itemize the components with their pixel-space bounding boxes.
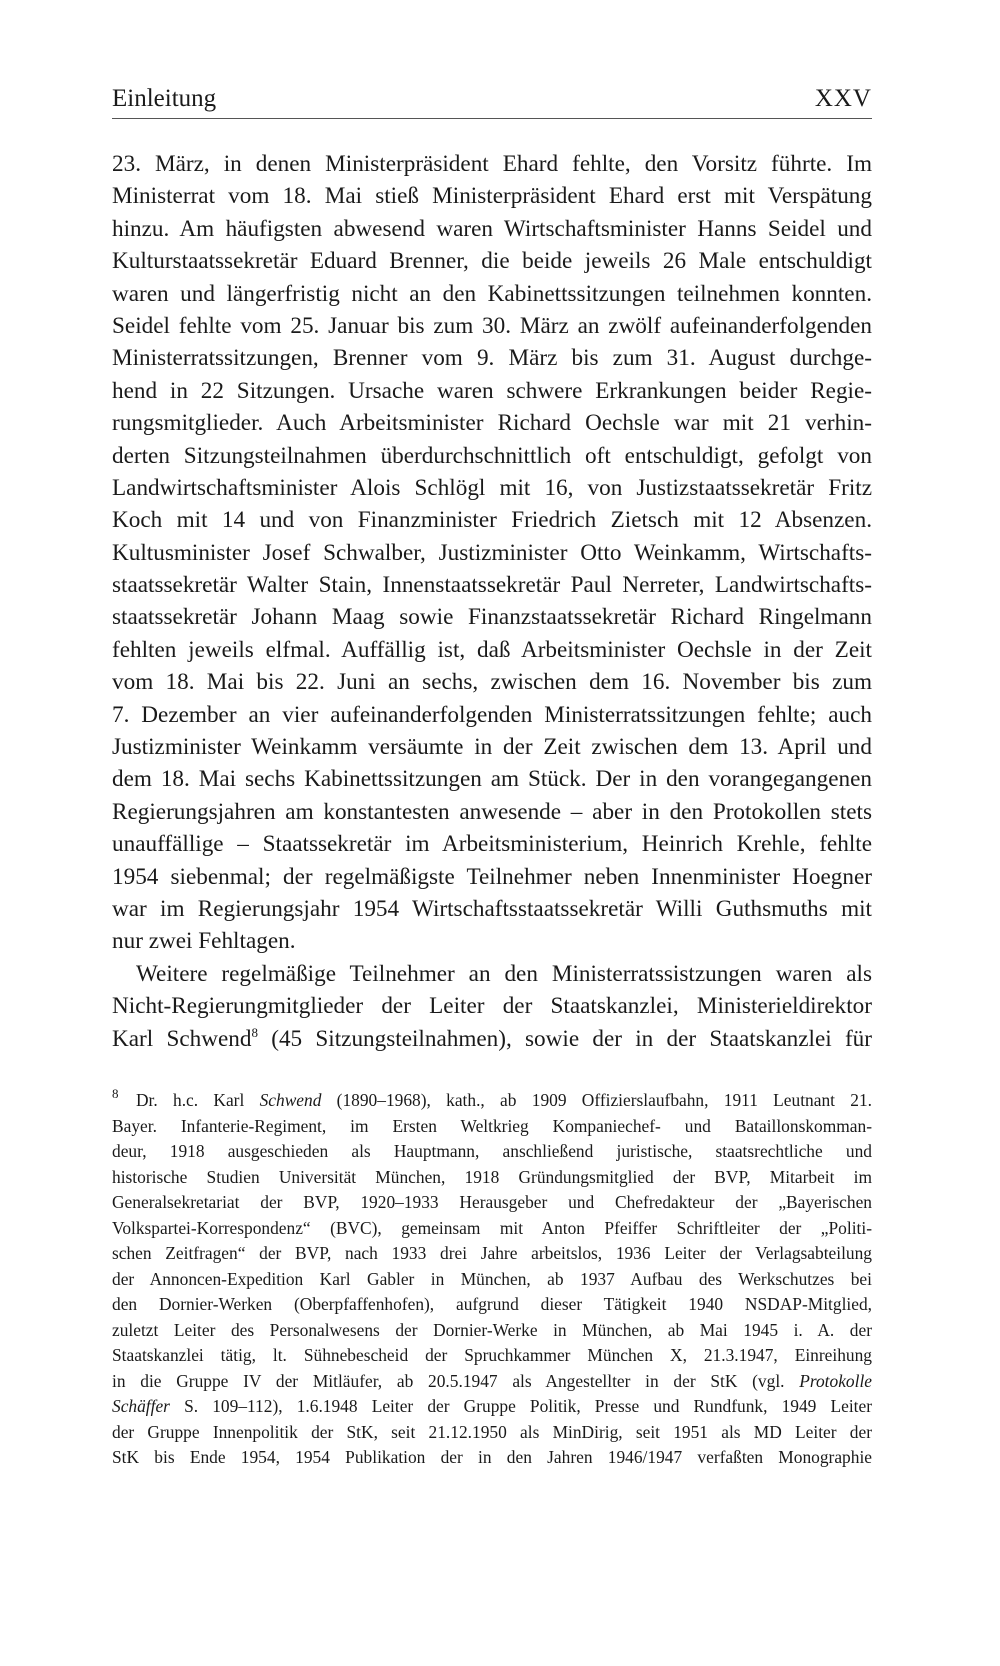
body-line: vom 18. Mai bis 22. Juni an sechs, zwischen dem 16. November bis zum [112,669,872,696]
body-line: waren und längerfristig nicht an den Kabinettssitzungen teilnehmen konnten. [112,280,872,307]
body-text [112,148,872,1055]
footnote-line: historische Studien Universität München, 1918 Gründungsmitglied der BVP, Mitarbeit im [112,1166,872,1187]
body-line-with-footnote-ref [112,1023,872,1055]
footnote-continuation [112,1114,872,1471]
footnote-body [112,1088,872,1467]
body-line: Ministerratssitzungen, Brenner vom 9. März bis zum 31. August durchge- [112,345,872,372]
body-line: Landwirtschaftsminister Alois Schlögl mit 16, von Justizstaatssekretär Fritz [112,474,872,501]
footnote-line [136,1088,872,1114]
body-line: Seidel fehlte vom 25. Januar bis zum 30. März an zwölf aufeinanderfolgenden [112,312,872,339]
body-line: war im Regierungsjahr 1954 Wirtschaftsstaatssekretär Willi Guthsmuths mit [112,895,872,922]
footnote-line: Bayer. Infanterie-Regiment, im Ersten Weltkrieg Kompaniechef- und Bataillonskomman- [112,1115,872,1136]
footnote-line: Volkspartei-Korrespondenz“ (BVC), gemeinsam mit Anton Pfeiffer Schriftleiter der „Politi- [112,1217,872,1238]
footnote-line: StK bis Ende 1954, 1954 Publikation der in den Jahren 1946/1947 verfaßten Monographie [112,1447,872,1467]
footnote-reference[interactable]: 8 [251,1024,258,1040]
footnote-number: 8 [112,1086,119,1101]
body-line: Justizminister Weinkamm versäumte in der Zeit zwischen dem 13. April und [112,734,872,761]
italic-citation: Protokolle [799,1370,872,1391]
italic-name: Schwend [259,1090,322,1110]
body-line: staatssekretär Walter Stain, Innenstaatssekretär Paul Nerreter, Landwirtschafts- [112,572,872,599]
footnote-line: deur, 1918 ausgeschieden als Hauptmann, anschließend juristische, staatsrechtliche und [112,1141,872,1161]
body-line: Regierungsjahren am konstantesten anwesende – aber in den Protokollen stets [112,798,872,825]
footnote-line: der Gruppe Innenpolitik der StK, seit 21.12.1950 als MinDirig, seit 1951 als MD Leiter der [112,1421,872,1442]
page-number: XXV [814,85,872,112]
running-head [112,84,872,119]
body-line: derten Sitzungsteilnahmen überdurchschnittlich oft entschuldigt, gefolgt von [112,442,872,469]
body-line: 7. Dezember an vier aufeinanderfolgenden Ministerratssitzungen fehlte; auch [112,701,872,728]
text-run: S. 109–112), 1.6.1948 Leiter der Gruppe Politik, Presse und Rundfunk, 1949 Leiter [169,1396,872,1416]
body-line: Kulturstaatssekretär Eduard Brenner, die beide jeweils 26 Male entschuldigt [112,248,872,275]
body-line: Koch mit 14 und von Finanzminister Friedrich Zietsch mit 12 Absenzen. [112,507,872,534]
text-run: (45 Sitzungsteilnahmen), sowie der in der Staatskanzlei für [257,1025,872,1052]
footnote-line: der Annoncen-Expedition Karl Gabler in München, ab 1937 Aufbau des Werkschutzes bei [112,1268,872,1289]
body-line: Kultusminister Josef Schwalber, Justizminister Otto Weinkamm, Wirtschafts- [112,539,872,566]
footnote-line [112,1394,872,1420]
body-line: hend in 22 Sitzungen. Ursache waren schwere Erkrankungen beider Regie- [112,377,872,404]
body-line: dem 18. Mai sechs Kabinettssitzungen am Stück. Der in den vorangegangenen [112,766,872,793]
body-line: 23. März, in denen Ministerpräsident Ehard fehlte, den Vorsitz führte. Im [112,151,872,177]
footnote-line: Staatskanzlei tätig, lt. Sühnebescheid der Spruchkammer München X, 21.3.1947, Einreihung [112,1345,872,1365]
body-line: unauffällige – Staatssekretär im Arbeitsministerium, Heinrich Krehle, fehlte [112,831,872,858]
text-run: Dr. h.c. Karl [136,1090,260,1110]
footnote-line: zuletzt Leiter des Personalwesens der Dornier-Werke in München, ab Mai 1945 i. A. der [112,1319,872,1340]
section-title: Einleitung [112,85,217,112]
body-line: Ministerrat vom 18. Mai stieß Ministerpräsident Ehard erst mit Verspätung [112,183,872,210]
body-line: nur zwei Fehltagen. [112,928,296,955]
footnote-line: schen Zeitfragen“ der BVP, nach 1933 drei Jahre arbeitslos, 1936 Leiter der Verlagsabteilung [112,1243,872,1263]
body-line: hinzu. Am häufigsten abwesend waren Wirtschaftsminister Hanns Seidel und [112,215,872,242]
body-line: Weitere regelmäßige Teilnehmer an den Ministerratssistzungen waren als [136,960,872,987]
body-line: fehlten jeweils elfmal. Auffällig ist, daß Arbeitsminister Oechsle in der Zeit [112,636,872,663]
italic-citation: Schäffer [112,1396,170,1416]
footnote-line: den Dornier-Werken (Oberpfaffenhofen), aufgrund dieser Tätigkeit 1940 NSDAP-Mitglied, [112,1294,872,1314]
footnote-line: Generalsekretariat der BVP, 1920–1933 Herausgeber und Chefredakteur der „Bayerischen [112,1192,872,1212]
text-run: in die Gruppe IV der Mitläufer, ab 20.5.1947 als Angestellter in der StK (vgl. [112,1370,800,1391]
body-line: rungsmitglieder. Auch Arbeitsminister Richard Oechsle war mit 21 verhin- [112,410,872,437]
text-run: (1890–1968), kath., ab 1909 Offizierslaufbahn, 1911 Leutnant 21. [321,1090,872,1110]
footnote-line [112,1369,872,1395]
body-line: Nicht-Regierungmitglieder der Leiter der Staatskanzlei, Ministerieldirektor [112,993,872,1020]
text-run: Karl Schwend [112,1025,252,1052]
body-line: 1954 siebenmal; der regelmäßigste Teilnehmer neben Innenminister Hoegner [112,863,872,890]
body-line: staatssekretär Johann Maag sowie Finanzstaatssekretär Richard Ringelmann [112,604,872,631]
